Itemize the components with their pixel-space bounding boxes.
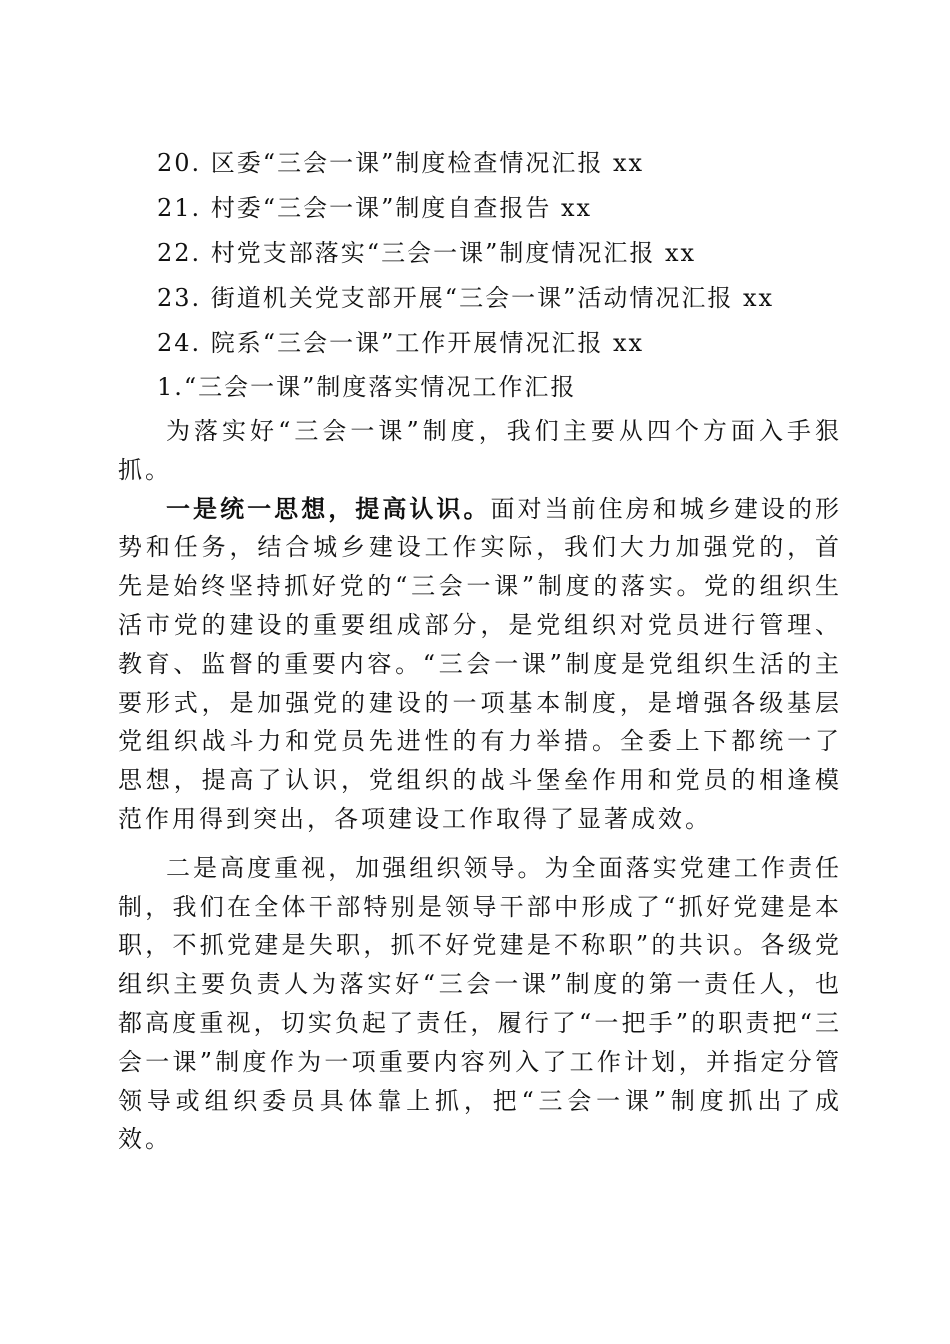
toc-item: 22. 村党支部落实“三会一课”制度情况汇报 xx <box>157 239 697 267</box>
toc-item: 24. 院系“三会一课”工作开展情况汇报 xx <box>157 329 645 357</box>
point-two-paragraph <box>118 849 842 1159</box>
point-two-heading: 二是高度重视，加强组织领导。 <box>166 853 545 882</box>
point-one-paragraph <box>118 490 842 839</box>
toc-list <box>157 144 877 369</box>
point-two-text: 为全面落实党建工作责任制，我们在全体干部特别是领导干部中形成了“抓好党建是本职，不抓党建是失职，抓不好党建是不称职”的共识。各级党组织主要负责人为落实好“三会一课”制度的第一责任人，也都高度重视，切实负起了责任，履行了“一把手”的职责把“三会一课”制度作为一项重要内容列入了工作计划，并指定分管领导或组织委员具体靠上抓，把“三会一课”制度抓出了成效。 <box>118 853 843 1154</box>
toc-item: 23. 街道机关党支部开展“三会一课”活动情况汇报 xx <box>157 284 775 312</box>
point-one-heading: 一是统一思想，提高认识。 <box>166 493 491 523</box>
intro-paragraph: 为落实好“三会一课”制度，我们主要从四个方面入手狠抓。 <box>118 417 842 484</box>
document-body <box>118 412 842 1159</box>
section-title: 1.“三会一课”制度落实情况工作汇报 <box>157 373 577 401</box>
toc-item: 20. 区委“三会一课”制度检查情况汇报 xx <box>157 149 645 177</box>
point-one-text: 面对当前住房和城乡建设的形势和任务，结合城乡建设工作实际，我们大力加强党的，首先是始终坚持抓好党的“三会一课”制度的落实。党的组织生活市党的建设的重要组成部分，是党组织对党员进行管理、教育、监督的重要内容。“三会一课”制度是党组织生活的主要形式，是加强党的建设的一项基本制度，是增强各级基层党组织战斗力和党员先进性的有力举措。全委上下都统一了思想，提高了认识，党组织的战斗堡垒作用和党员的相逢模范作用得到突出，各项建设工作取得了显著成效。 <box>118 494 842 833</box>
toc-item: 21. 村委“三会一课”制度自查报告 xx <box>157 194 593 222</box>
